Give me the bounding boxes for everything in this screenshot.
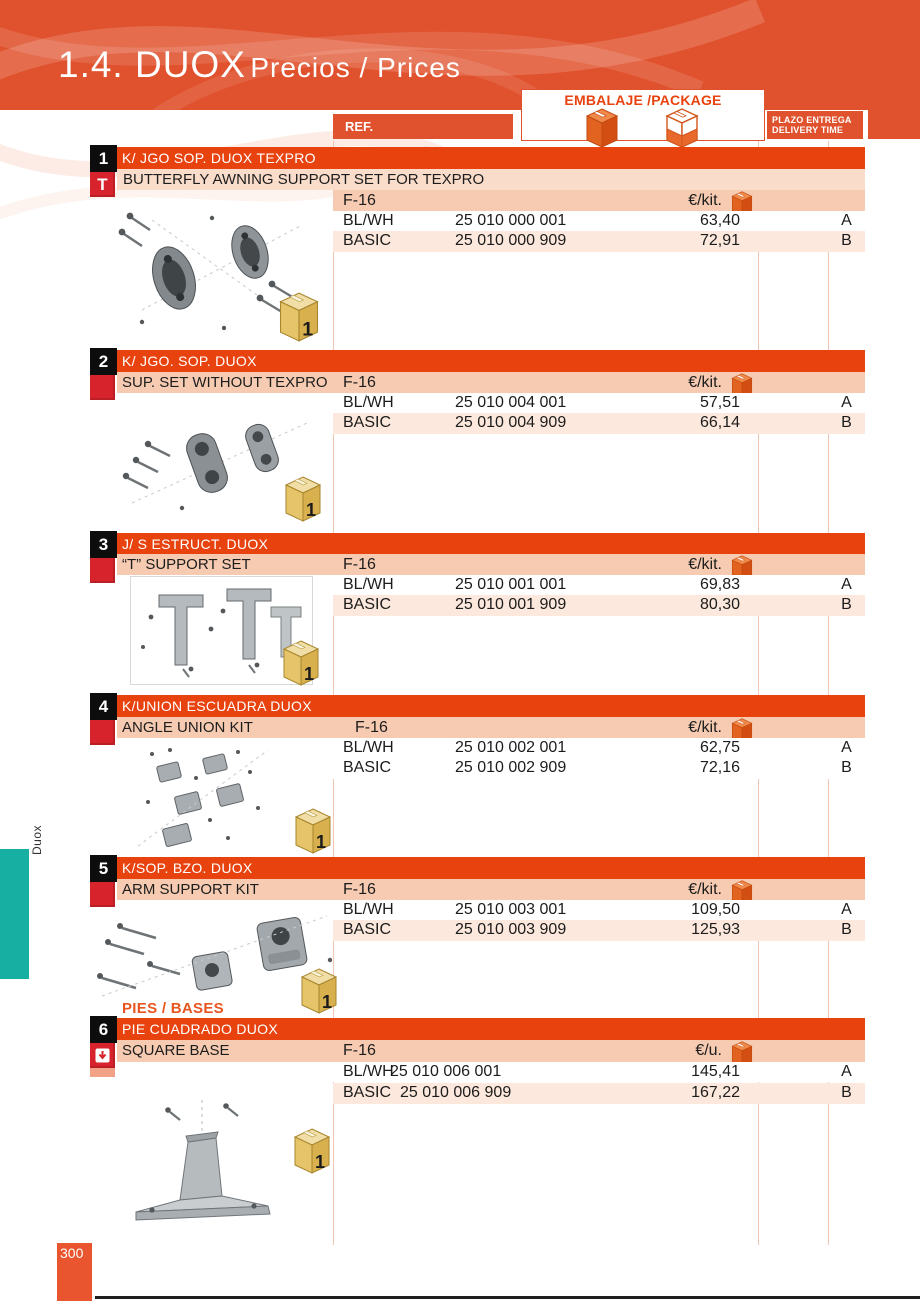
- reference-number: 25 010 004 001: [455, 394, 567, 411]
- finish-label: BASIC: [343, 759, 392, 776]
- download-arrow-icon: [90, 1043, 115, 1068]
- price-row: [333, 393, 865, 413]
- unit-label: €/kit.: [688, 881, 722, 898]
- unit-label: €/kit.: [688, 719, 722, 736]
- price-row: [333, 1083, 865, 1104]
- section-number-badge: 5: [90, 855, 117, 882]
- section-title-en: BUTTERFLY AWNING SUPPORT SET FOR TEXPRO: [117, 169, 865, 190]
- price-value: 72,91: [699, 232, 740, 249]
- pack-quantity-box-icon: [292, 1128, 332, 1174]
- price-value: 109,50: [691, 901, 740, 918]
- ref-column-header: REF.: [333, 114, 513, 139]
- pack-quantity-box-icon: [277, 292, 321, 342]
- color-row: [117, 1040, 865, 1062]
- package-box-open-icon: [665, 108, 699, 148]
- price-value: 125,93: [691, 921, 740, 938]
- category-badge: [90, 882, 115, 907]
- reference-number: 25 010 000 909: [455, 232, 567, 249]
- pack-quantity-box-icon: [293, 808, 333, 854]
- section-number-badge: 3: [90, 531, 117, 558]
- category-badge: [90, 720, 115, 745]
- price-row: [333, 920, 865, 941]
- package-label: EMBALAJE /PACKAGE: [564, 92, 722, 108]
- color-row: [117, 372, 865, 393]
- finish-label: BL/WH: [343, 901, 394, 918]
- color-code: F-16: [343, 192, 376, 209]
- price-value: 57,51: [699, 394, 740, 411]
- color-row: [117, 717, 865, 738]
- delivery-code: B: [841, 921, 852, 938]
- section-number-badge: 1: [90, 145, 117, 172]
- section-number-badge: 4: [90, 693, 117, 720]
- section-title-es: K/SOP. BZO. DUOX: [92, 857, 865, 879]
- price-value: 69,83: [699, 576, 740, 593]
- reference-number: 25 010 000 001: [455, 212, 567, 229]
- price-value: 63,40: [699, 212, 740, 229]
- price-value: 72,16: [699, 759, 740, 776]
- section-title-en: SUP. SET WITHOUT TEXPRO: [122, 374, 328, 391]
- color-row: [117, 554, 865, 575]
- finish-label: BASIC: [343, 596, 392, 613]
- price-row: [333, 900, 865, 920]
- page-title-sub: Precios / Prices: [250, 52, 461, 83]
- color-code: F-16: [343, 374, 376, 391]
- category-badge: [90, 558, 115, 583]
- color-code: F-16: [355, 719, 388, 736]
- reference-number: 25 010 003 001: [455, 901, 567, 918]
- section-title-es: K/UNION ESCUADRA DUOX: [92, 695, 865, 717]
- category-badge: [90, 375, 115, 400]
- finish-label: BASIC: [343, 921, 392, 938]
- finish-label: BL/WH: [343, 739, 394, 756]
- pack-quantity-box-icon: [299, 968, 339, 1014]
- delivery-code: B: [841, 232, 852, 249]
- delivery-code: B: [841, 759, 852, 776]
- color-code: F-16: [343, 881, 376, 898]
- delivery-code: A: [841, 212, 852, 229]
- price-value: 167,22: [691, 1084, 740, 1101]
- finish-label: BASIC: [343, 232, 392, 249]
- reference-number: 25 010 001 909: [455, 596, 567, 613]
- price-row: [333, 413, 865, 434]
- header-band: [0, 0, 920, 110]
- reference-number: 25 010 006 001: [390, 1063, 502, 1080]
- group-subheading: PIES / BASES: [122, 1000, 224, 1017]
- reference-number: 25 010 002 909: [455, 759, 567, 776]
- section-title-en: SQUARE BASE: [122, 1042, 230, 1059]
- price-row: [333, 575, 865, 595]
- pack-quantity: 1: [315, 832, 327, 852]
- price-value: 66,14: [699, 414, 740, 431]
- badge-shadow: [90, 1068, 115, 1077]
- page-title-main: 1.4. DUOX: [58, 44, 246, 85]
- delivery-code: A: [841, 739, 852, 756]
- section-title-es: PIE CUADRADO DUOX: [92, 1018, 865, 1040]
- price-value: 80,30: [699, 596, 740, 613]
- unit-label: €/kit.: [688, 192, 722, 209]
- pack-quantity: 1: [321, 992, 333, 1012]
- delivery-column-header: [767, 111, 863, 139]
- delivery-label-en: DELIVERY TIME: [772, 125, 844, 135]
- finish-label: BL/WH: [343, 394, 394, 411]
- color-row: [117, 879, 865, 900]
- delivery-code: A: [841, 901, 852, 918]
- section-title-en: “T” SUPPORT SET: [122, 556, 251, 573]
- section-title-es: K/ JGO. SOP. DUOX: [92, 350, 865, 372]
- pack-quantity: 1: [305, 500, 317, 520]
- unit-label: €/u.: [695, 1042, 722, 1059]
- color-row: [333, 190, 865, 211]
- unit-label: €/kit.: [688, 556, 722, 573]
- delivery-code: A: [841, 576, 852, 593]
- pack-quantity-box-icon: [281, 640, 321, 686]
- side-tab-accent: [0, 849, 29, 979]
- color-code: F-16: [343, 1042, 376, 1059]
- pack-quantity: 1: [302, 318, 314, 341]
- delivery-code: B: [841, 414, 852, 431]
- reference-number: 25 010 004 909: [455, 414, 567, 431]
- section-number-badge: 2: [90, 348, 117, 375]
- delivery-code: B: [841, 596, 852, 613]
- footer-rule: [95, 1296, 920, 1299]
- page-number: 300: [57, 1243, 92, 1301]
- price-row: [333, 738, 865, 758]
- delivery-code: A: [841, 394, 852, 411]
- reference-number: 25 010 006 909: [400, 1084, 512, 1101]
- reference-number: 25 010 002 001: [455, 739, 567, 756]
- delivery-label-es: PLAZO ENTREGA: [772, 115, 852, 125]
- finish-label: BASIC: [343, 1084, 392, 1101]
- unit-label: €/kit.: [688, 374, 722, 391]
- color-code: F-16: [343, 556, 376, 573]
- reference-number: 25 010 003 909: [455, 921, 567, 938]
- section-title-en: ARM SUPPORT KIT: [122, 881, 259, 898]
- price-row: [333, 758, 865, 779]
- price-row: [333, 211, 865, 231]
- pack-quantity: 1: [314, 1152, 326, 1172]
- pack-quantity: 1: [303, 664, 315, 684]
- section-title-es: J/ S ESTRUCT. DUOX: [92, 533, 865, 555]
- finish-label: BL/WH: [343, 1063, 394, 1080]
- price-value: 145,41: [691, 1063, 740, 1080]
- finish-label: BL/WH: [343, 212, 394, 229]
- side-tab-label: Duox: [30, 824, 44, 855]
- section-number-badge: 6: [90, 1016, 117, 1043]
- product-image: [118, 1098, 293, 1228]
- package-box-filled-icon: [585, 108, 619, 148]
- price-row: [333, 231, 865, 252]
- reference-number: 25 010 001 001: [455, 576, 567, 593]
- package-column-header: [521, 89, 765, 141]
- price-row: [333, 595, 865, 616]
- price-row: [333, 1062, 865, 1082]
- texpro-badge: T: [90, 172, 115, 197]
- section-title-en: ANGLE UNION KIT: [122, 719, 253, 736]
- header-right-block: [868, 110, 920, 139]
- insert-badge: [90, 1043, 115, 1068]
- delivery-code: B: [841, 1084, 852, 1101]
- delivery-code: A: [841, 1063, 852, 1080]
- finish-label: BL/WH: [343, 576, 394, 593]
- page-title: [58, 44, 461, 86]
- finish-label: BASIC: [343, 414, 392, 431]
- section-title-es: K/ JGO SOP. DUOX TEXPRO: [92, 147, 865, 169]
- price-value: 62,75: [699, 739, 740, 756]
- pack-quantity-box-icon: [283, 476, 323, 522]
